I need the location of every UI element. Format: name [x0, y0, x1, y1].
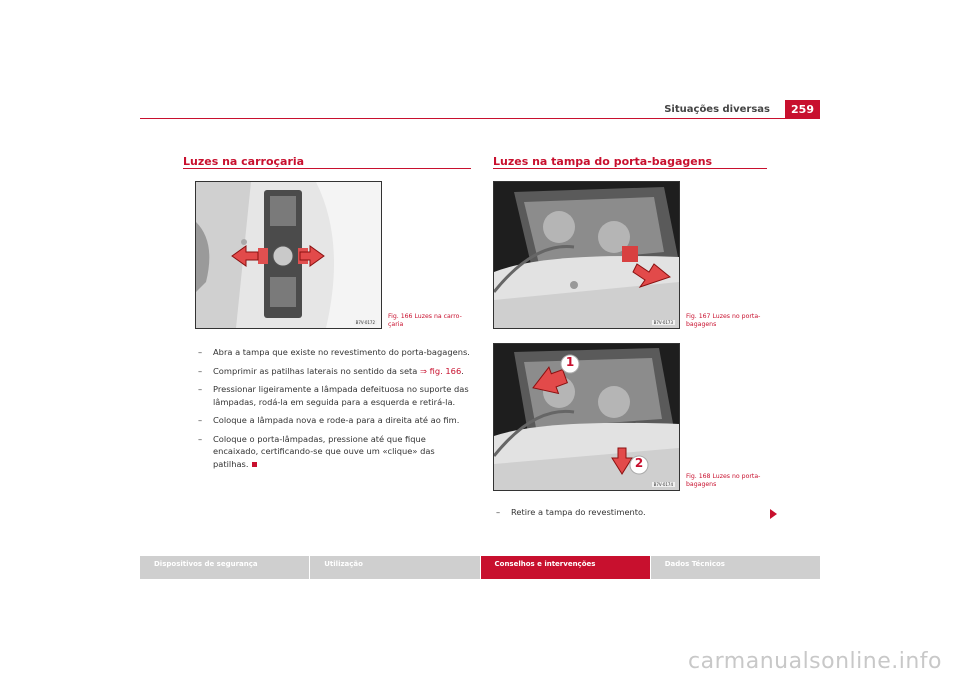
figure-166-caption: Fig. 166 Luzes na carro- çaria [388, 313, 462, 328]
callout-1-label: 1 [565, 355, 575, 369]
figure-167 [493, 181, 680, 329]
figure-168 [493, 343, 680, 491]
figure-168-code: B7V-0174 [653, 482, 673, 487]
section-rule-right [493, 168, 767, 169]
step-item: – Pressionar ligeiramente a lâmpada defeituosa no suporte das lâmpadas, rodá-la em seguida para a esquerda e retirá-la. [198, 383, 470, 408]
step-item: – Comprimir as patilhas laterais no sentido da seta ⇒ fig. 166. [198, 365, 470, 378]
footer-tab-safety[interactable]: Dispositivos de segurança [140, 556, 309, 579]
page-number: 259 [785, 100, 820, 119]
callout-2-label: 2 [634, 456, 644, 470]
figure-167-code: B7V-0173 [653, 320, 673, 325]
figure-166-illustration [196, 182, 381, 328]
watermark: carmanualsonline.info [688, 649, 942, 674]
xref-fig-166[interactable]: ⇒ fig. 166 [420, 365, 462, 376]
step-item: – Coloque o porta-lâmpadas, pressione até que fique encaixado, certificando-se que ouve um «clique» das patilhas. [198, 433, 470, 471]
left-steps-list [198, 346, 470, 476]
footer-tab-technical-data[interactable]: Dados Técnicos [651, 556, 820, 579]
figure-166 [195, 181, 382, 329]
step-item: – Coloque a lâmpada nova e rode-a para a direita até ao fim. [198, 414, 470, 427]
step-item: – Abra a tampa que existe no revestimento do porta-bagagens. [198, 346, 470, 359]
right-steps-list [496, 506, 756, 525]
figure-167-illustration [494, 182, 679, 328]
footer-tab-operation[interactable]: Utilização [310, 556, 479, 579]
figure-167-caption: Fig. 167 Luzes no porta- bagagens [686, 313, 761, 328]
section-title-trunk-lid-lights: Luzes na tampa do porta-bagagens [493, 155, 713, 168]
running-header-title: Situações diversas [664, 104, 770, 115]
footer-tab-advice[interactable]: Conselhos e intervenções [481, 556, 650, 579]
figure-168-caption: Fig. 168 Luzes no porta- bagagens [686, 473, 761, 488]
figure-166-code: B7V-0172 [355, 320, 375, 325]
figure-168-illustration [494, 344, 679, 490]
section-title-body-lights: Luzes na carroçaria [183, 155, 305, 168]
header-rule [140, 118, 820, 119]
section-rule-left [183, 168, 471, 169]
square-icon [252, 462, 257, 467]
footer-nav [140, 556, 820, 579]
triangle-right-icon[interactable] [770, 509, 777, 519]
step-item: – Retire a tampa do revestimento. [496, 506, 756, 519]
